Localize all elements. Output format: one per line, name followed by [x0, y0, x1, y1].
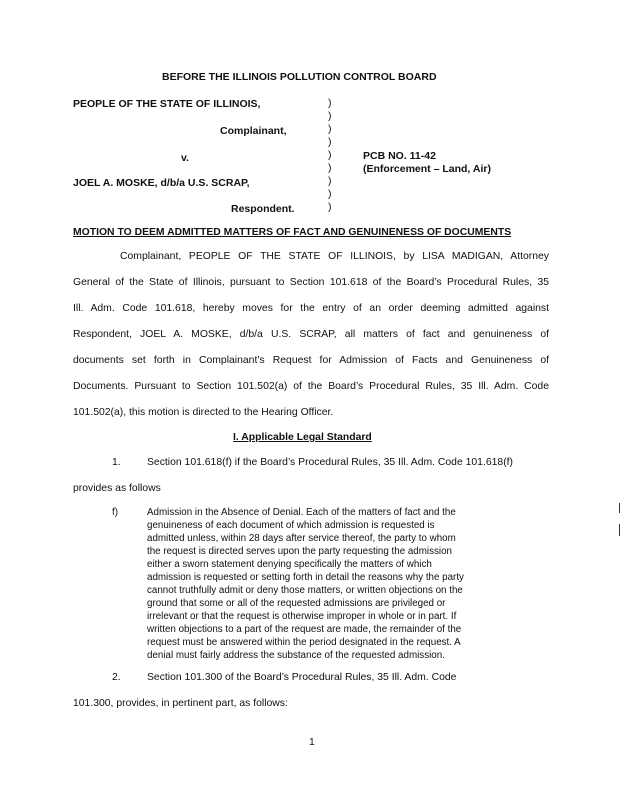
quote-line: genuineness of each document of which admission is requested is — [147, 520, 435, 531]
quote-block — [147, 506, 509, 662]
intro-line: 101.502(a), this motion is directed to the Hearing Officer. — [73, 407, 334, 418]
intro-line: documents set forth in Complainant’s Request for Admission of Facts and Genuineness of — [73, 355, 549, 366]
board-title: BEFORE THE ILLINOIS POLLUTION CONTROL BOARD — [162, 71, 437, 83]
intro-line: Complainant, PEOPLE OF THE STATE OF ILLINOIS, by LISA MADIGAN, Attorney — [120, 251, 549, 262]
caption-paren: ) — [328, 110, 332, 122]
quote-line: ground that some or all of the requested admissions are privileged or — [147, 598, 446, 609]
item-text-continued: provides as follows — [73, 483, 161, 494]
item-text: Section 101.618(f) if the Board’s Procedural Rules, 35 Ill. Adm. Code 101.618(f) — [147, 457, 513, 468]
case-number: PCB NO. 11-42 — [363, 150, 436, 162]
quote-line: cannot truthfully admit or deny those matters, or written objections on the — [147, 585, 463, 596]
caption-paren: ) — [328, 188, 332, 200]
quote-line: either a sworn statement denying specifically the matters of which — [147, 559, 432, 570]
quote-label: f) — [112, 507, 118, 518]
caption-paren: ) — [328, 201, 332, 213]
item-text-continued: 101.300, provides, in pertinent part, as follows: — [73, 698, 288, 709]
quote-line: request must be answered within the period designated in the request. A — [147, 637, 461, 648]
page-number: 1 — [309, 737, 315, 748]
caption-paren: ) — [328, 175, 332, 187]
quote-line: denial must fairly address the substance of the requested admission. — [147, 650, 445, 661]
intro-line: Documents. Pursuant to Section 101.502(a) of the Board’s Procedural Rules, 35 Ill. Adm. Code — [73, 381, 549, 392]
item-number: 2. — [112, 672, 121, 683]
intro-line: Respondent, JOEL A. MOSKE, d/b/a U.S. SCRAP, all matters of fact and genuineness of — [73, 329, 549, 340]
quote-line: written objections to a part of the request are made, the remainder of the — [147, 624, 462, 635]
caption-paren: ) — [328, 149, 332, 161]
caption-paren: ) — [328, 162, 332, 174]
caption-paren: ) — [328, 123, 332, 135]
quote-line: admission is requested or setting forth in detail the reasons why the party — [147, 572, 464, 583]
quote-line: Admission in the Absence of Denial. Each of the matters of fact and the — [147, 507, 456, 518]
caption-paren: ) — [328, 97, 332, 109]
intro-line: General of the State of Illinois, pursuant to Section 101.618 of the Board’s Procedural Rules, 35 — [73, 277, 549, 288]
motion-title: MOTION TO DEEM ADMITTED MATTERS OF FACT AND GENUINENESS OF DOCUMENTS — [73, 227, 512, 238]
scan-mark — [619, 524, 620, 536]
defendant-name: JOEL A. MOSKE, d/b/a U.S. SCRAP, — [73, 177, 250, 189]
quote-line: admitted unless, within 28 days after service thereof, the party to whom — [147, 533, 456, 544]
quote-line: the request is directed serves upon the party requesting the admission — [147, 546, 452, 557]
quote-line: irrelevant or that the request is otherwise improper in whole or in part. If — [147, 611, 457, 622]
case-type: (Enforcement – Land, Air) — [363, 163, 491, 175]
defendant-role: Respondent. — [231, 203, 295, 215]
intro-line: Ill. Adm. Code 101.618, hereby moves for the entry of an order deeming admitted against — [73, 303, 549, 314]
section-heading: I. Applicable Legal Standard — [233, 432, 372, 443]
caption-paren: ) — [328, 136, 332, 148]
plaintiff-name: PEOPLE OF THE STATE OF ILLINOIS, — [73, 98, 261, 110]
versus: v. — [181, 152, 189, 164]
item-number: 1. — [112, 457, 121, 468]
scan-mark — [619, 503, 620, 513]
plaintiff-role: Complainant, — [220, 125, 287, 137]
item-text: Section 101.300 of the Board’s Procedural Rules, 35 Ill. Adm. Code — [147, 672, 457, 683]
